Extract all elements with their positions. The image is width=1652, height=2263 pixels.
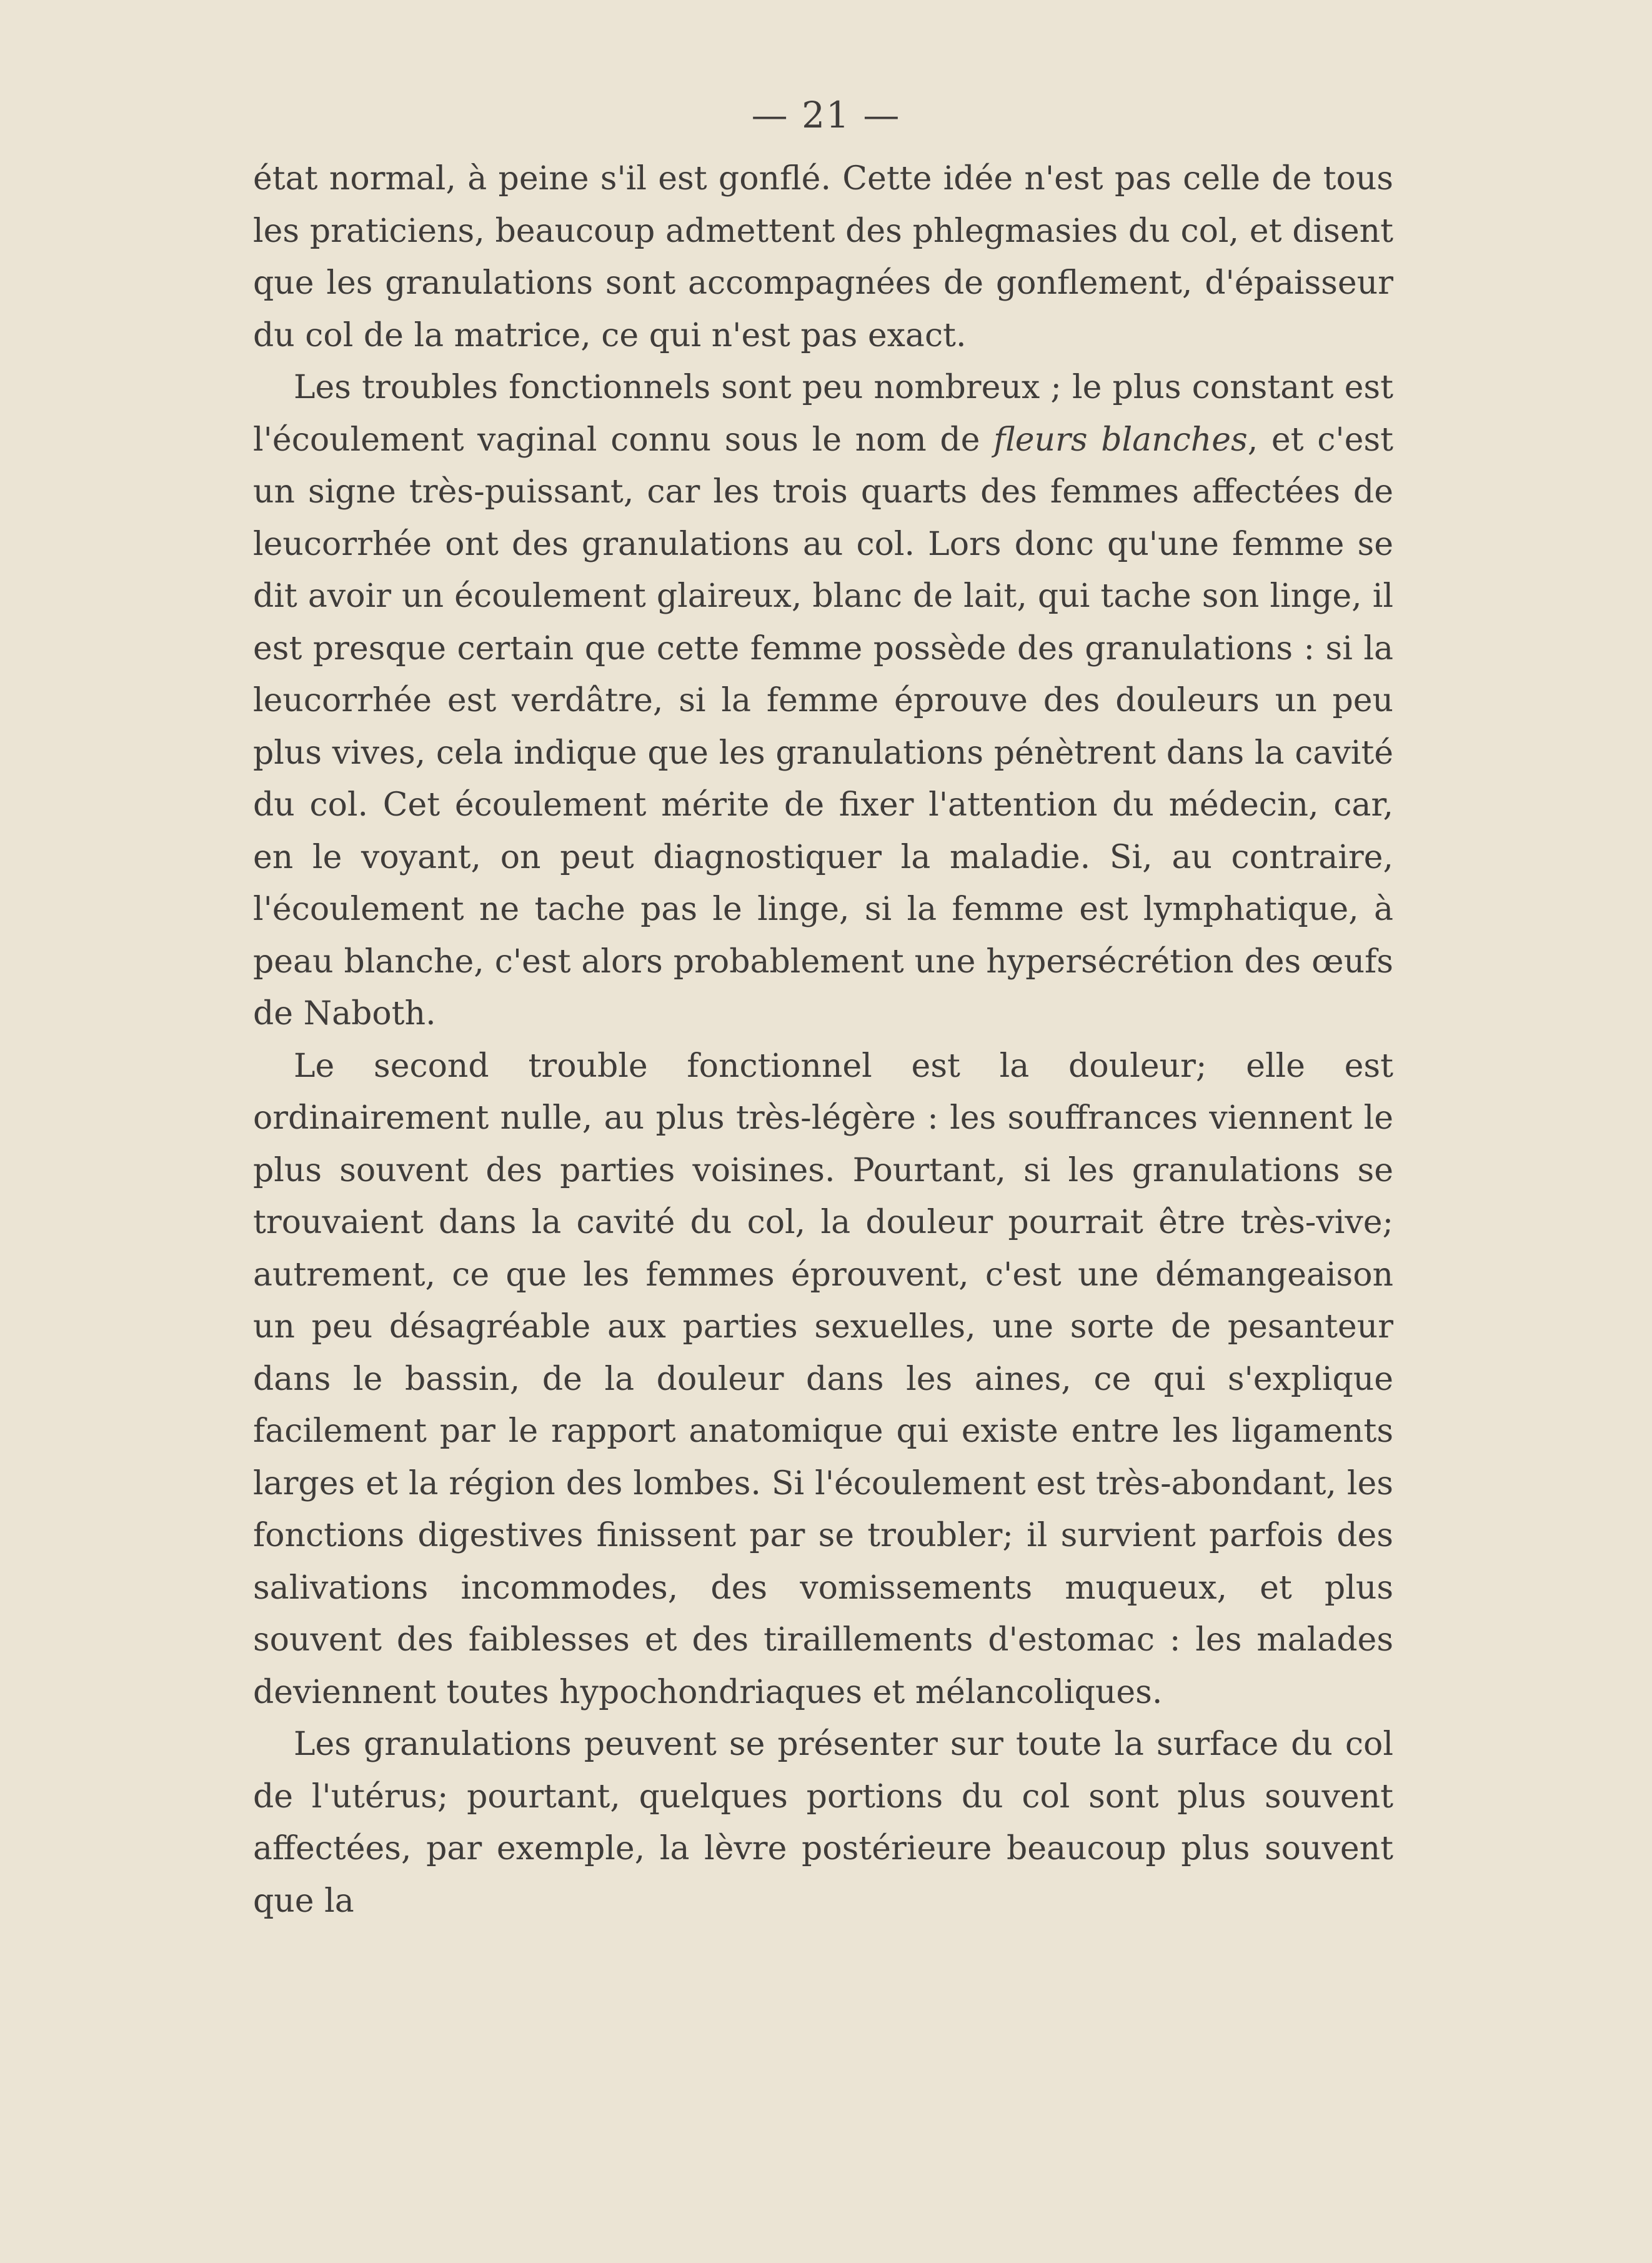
- page-number: — 21 —: [751, 94, 901, 136]
- paragraph-4: Les granulations peuvent se présenter sur toute la surface du col de l'utérus; pourtant, quelques portions du col sont plus souvent affectées, par exemple, la lèvre postérieure beaucoup plus souvent que la: [253, 1726, 1393, 1920]
- paragraph-2: [253, 362, 1393, 1041]
- paragraph-3: Le second trouble fonctionnel est la douleur; elle est ordinairement nulle, au plus très-légère : les souffrances viennent le plus souvent des parties voisines. Pourtant, si les granulations se trouvaient dans la cavité du col, la douleur pourrait être très-vive; autrement, ce que les femmes éprouvent, c'est une démangeaison un peu désagréable aux parties sexuelles, une sorte de pesanteur dans le bassin, de la douleur dans les aines, ce qui s'explique facilement par le rapport anatomique qui existe entre les ligaments larges et la région des lombes. Si l'écoulement est très-abondant, les fonctions digestives finissent par se troubler; il survient parfois des salivations incommodes, des vomissements muqueux, et plus souvent des faiblesses et des tiraillements d'estomac : les malades deviennent toutes hypochondriaques et mélancoliques.: [253, 1047, 1393, 1711]
- paragraph-2-text-after: , et c'est un signe très-puissant, car les trois quarts des femmes affectées de leucorrhée ont des granulations au col. Lors donc qu'une femme se dit avoir un écoulement glaireux, blanc de lait, qui tache son linge, il est presque certain que cette femme possède des granulations : si la leucorrhée est verdâtre, si la femme éprouve des douleurs un peu plus vives, cela indique que les granulations pénètrent dans la cavité du col. Cet écoulement mérite de fixer l'attention du médecin, car, en le voyant, on peut diagnostiquer la maladie. Si, au contraire, l'écoulement ne tache pas le linge, si la femme est lymphatique, à peau blanche, c'est alors probablement une hypersécrétion des œufs de Naboth.: [253, 421, 1393, 1032]
- body-text: [253, 153, 1393, 1927]
- paragraph-2-text-before: Les troubles fonctionnels sont peu nombreux ; le plus constant est l'écoulement vaginal connu sous le nom de: [253, 369, 1393, 459]
- paragraph-1: état normal, à peine s'il est gonflé. Cette idée n'est pas celle de tous les praticiens, beaucoup admettent des phlegmasies du col, et disent que les granulations sont accompagnées de gonflement, d'épaisseur du col de la matrice, ce qui n'est pas exact.: [253, 160, 1393, 354]
- italic-term-fleurs-blanches: fleurs blanches: [993, 421, 1248, 459]
